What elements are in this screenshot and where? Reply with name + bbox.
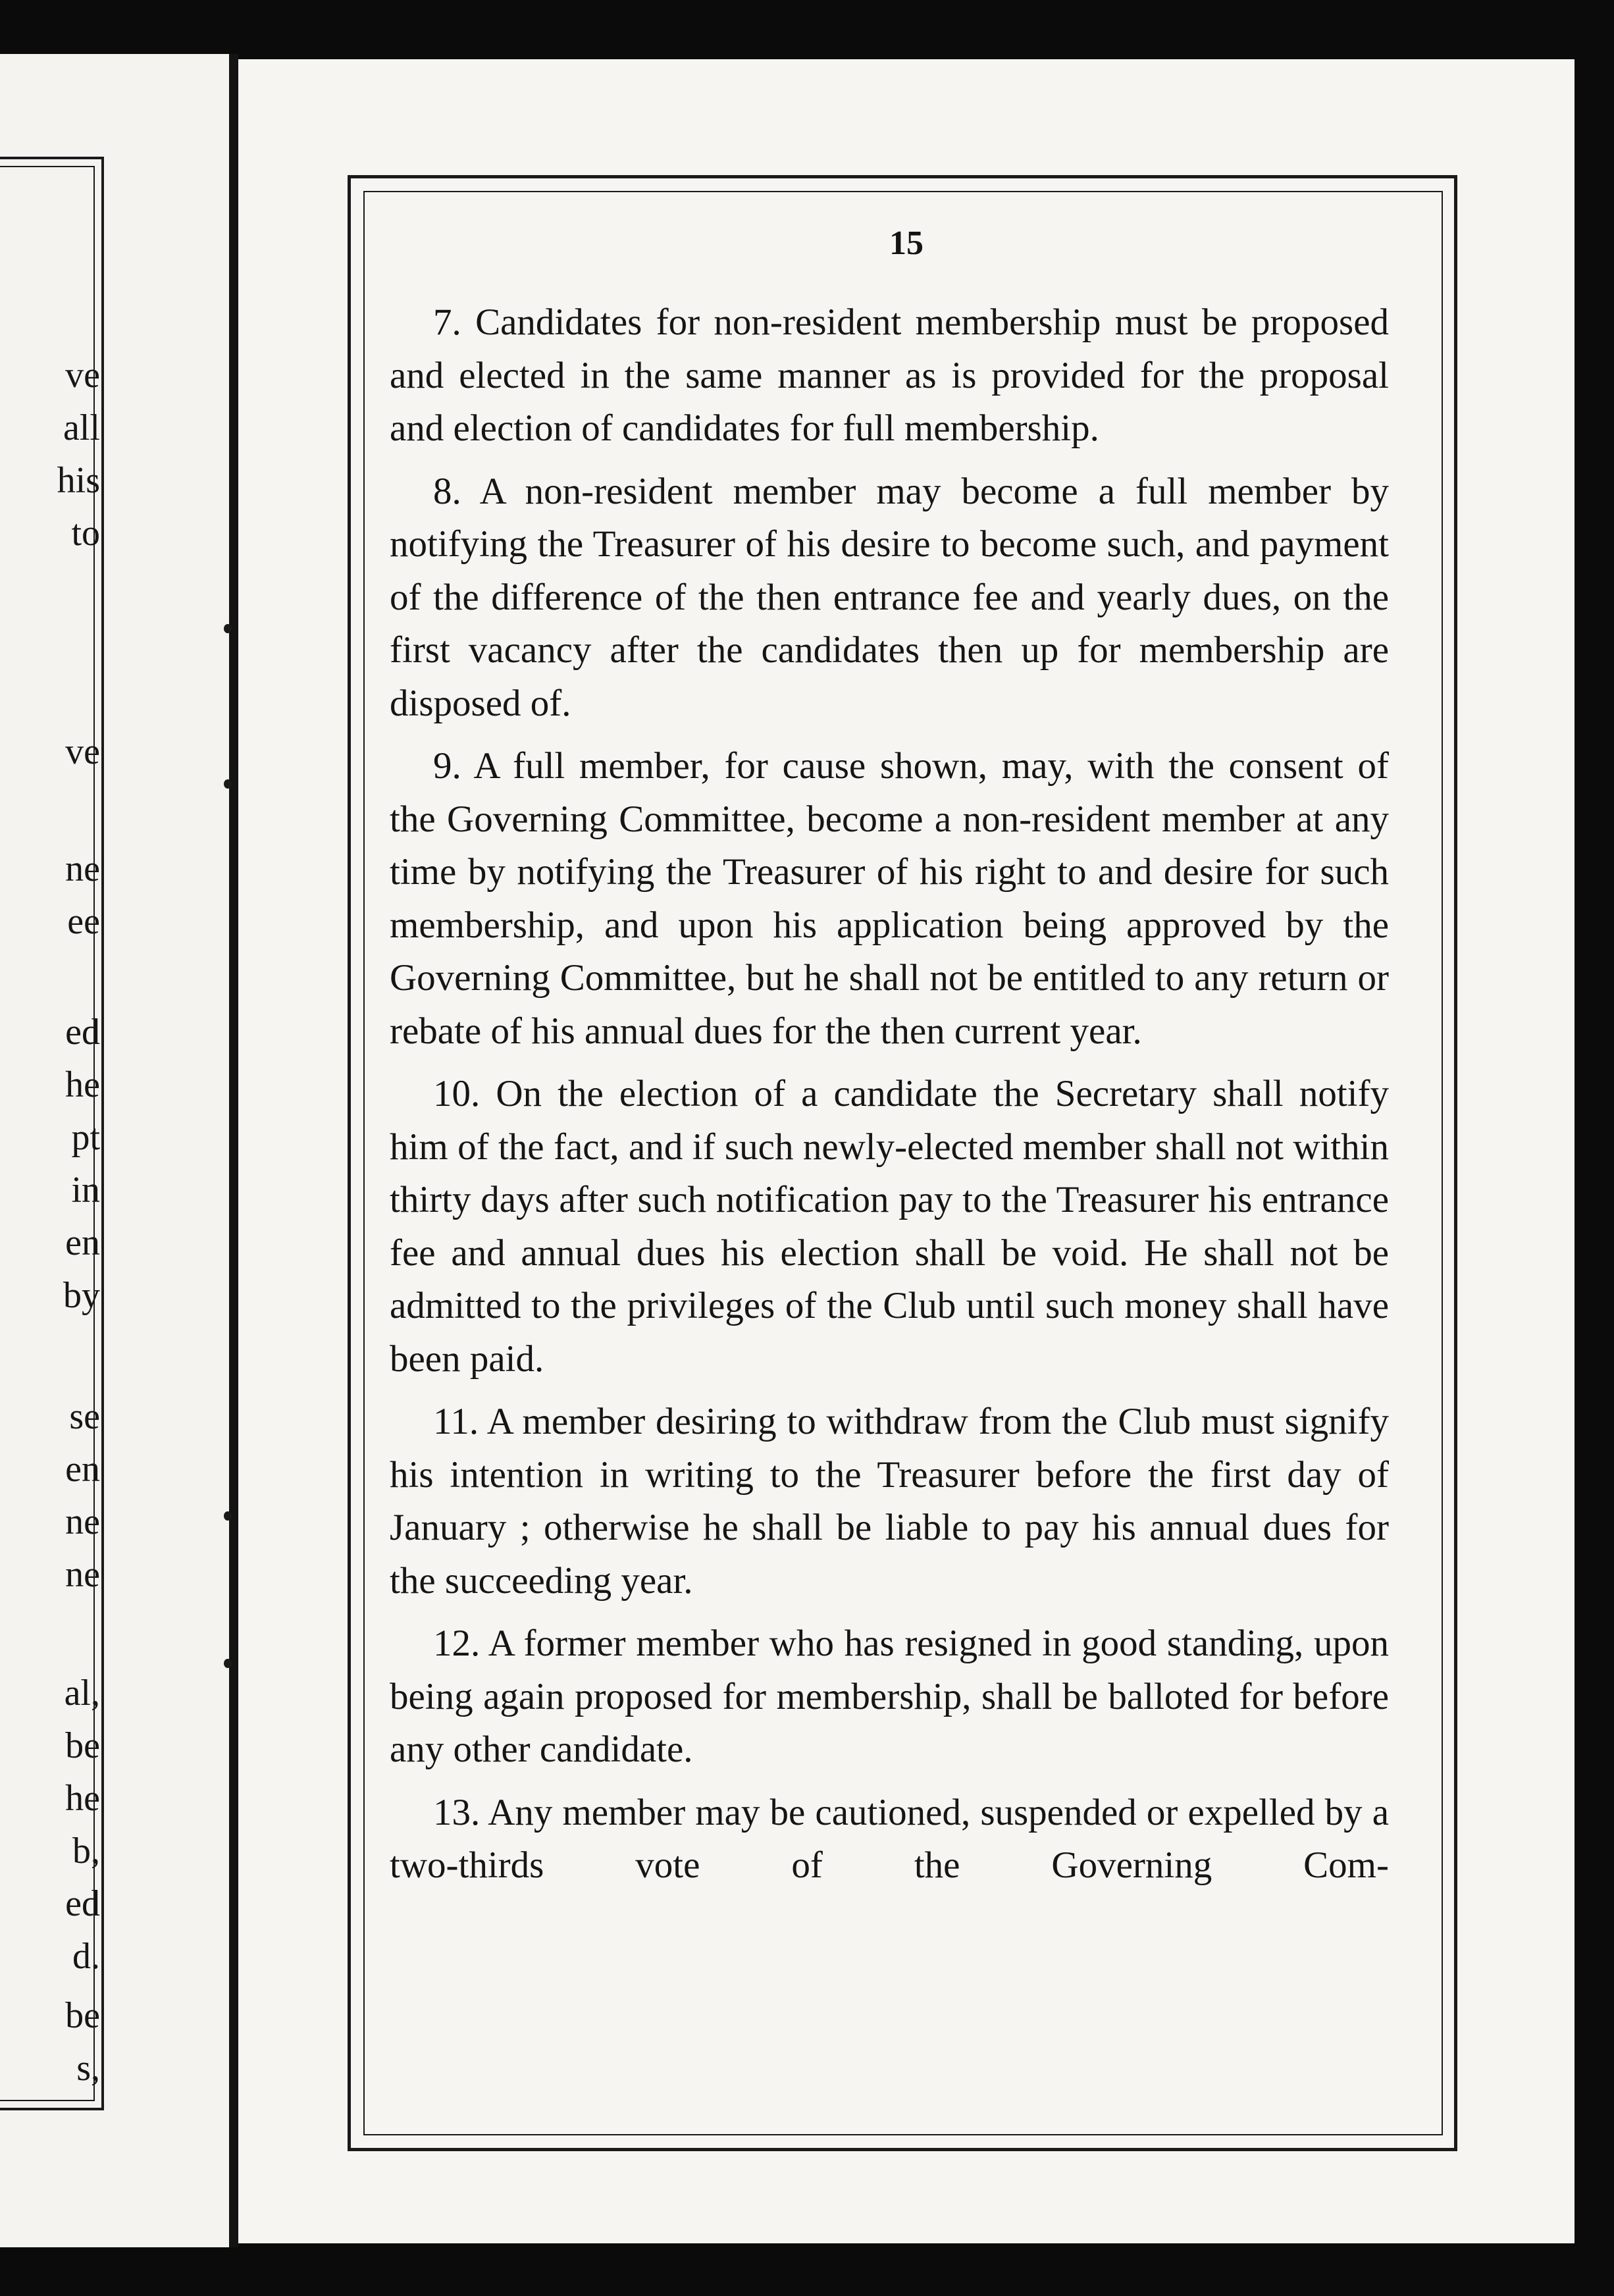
left-fragment: d. [72,1937,100,1976]
bylaw-paragraph-12: 12. A former member who has resigned in good standing, upon being again proposed for membership, shall be balloted for before any other candidate. [390,1623,1389,1770]
bylaw-paragraph-13: 13. Any member may be cautioned, suspended or expelled by a two-thirds vote of the Governing Com- [390,1791,1389,1886]
left-fragment: ed [65,1012,100,1052]
page-number: 15 [889,224,924,262]
binding-stitch-icon [224,1511,232,1521]
left-fragment: ee [67,902,100,941]
binding-stitch-icon [224,624,232,633]
left-fragment: se [69,1397,100,1436]
book-gutter [229,54,238,2247]
left-fragment: ne [65,1555,100,1594]
left-fragment: pt [71,1118,100,1157]
left-fragment: ve [65,732,100,771]
binding-stitch-icon [224,1659,232,1668]
left-fragment: en [65,1223,100,1263]
left-fragment: by [63,1276,100,1315]
bylaws-text [390,296,1389,1902]
left-fragment: be [65,1996,100,2035]
left-fragment: ve [65,355,100,395]
bylaw-paragraph-7: 7. Candidates for non-resident membership must be proposed and elected in the same manner as is provided for the proposal and election of candidates for full membership. [390,301,1389,449]
bylaw-paragraph-10: 10. On the election of a candidate the Secretary shall notify him of the fact, and if such newly-elected member shall not within thirty days after such notification pay to the Treasurer his entrance fee and annual dues his election shall be void. He shall not be admitted to the privileges of the Club until such money shall have been paid. [390,1073,1389,1380]
left-fragment: in [71,1170,100,1210]
left-fragment: all [63,408,100,448]
left-fragment: al, [64,1673,100,1713]
left-fragment: s, [76,2048,100,2088]
left-fragment: to [71,513,100,553]
left-fragment: be [65,1726,100,1765]
bylaw-paragraph-8: 8. A non-resident member may become a full member by notifying the Treasurer of his desire to become such, and payment of the difference of the then entrance fee and yearly dues, on the first vacancy after the candidates then up for membership are disposed of. [390,470,1389,724]
left-fragment: he [65,1779,100,1818]
binding-stitch-icon [224,779,232,789]
left-fragment: ed [65,1884,100,1923]
left-fragment: ne [65,849,100,889]
left-fragment: b, [72,1831,100,1871]
left-fragment: his [57,461,100,500]
left-fragment: en [65,1449,100,1489]
right-page [238,59,1575,2243]
bylaw-paragraph-11: 11. A member desiring to withdraw from the Club must signify his intention in writing to the Treasurer before the first day of January ; otherwise he shall be liable to pay his annual dues for the succeeding year. [390,1401,1389,1602]
left-fragment: he [65,1065,100,1105]
left-fragment: ne [65,1502,100,1542]
left-page [0,54,229,2247]
bylaw-paragraph-9: 9. A full member, for cause shown, may, with the consent of the Governing Committee, become a non-resident member at any time by notifying the Treasurer of his right to and desire for such membership, and upon his application being approved by the Governing Committee, but he shall not be entitled to any return or rebate of his annual dues for the then current year. [390,745,1389,1052]
